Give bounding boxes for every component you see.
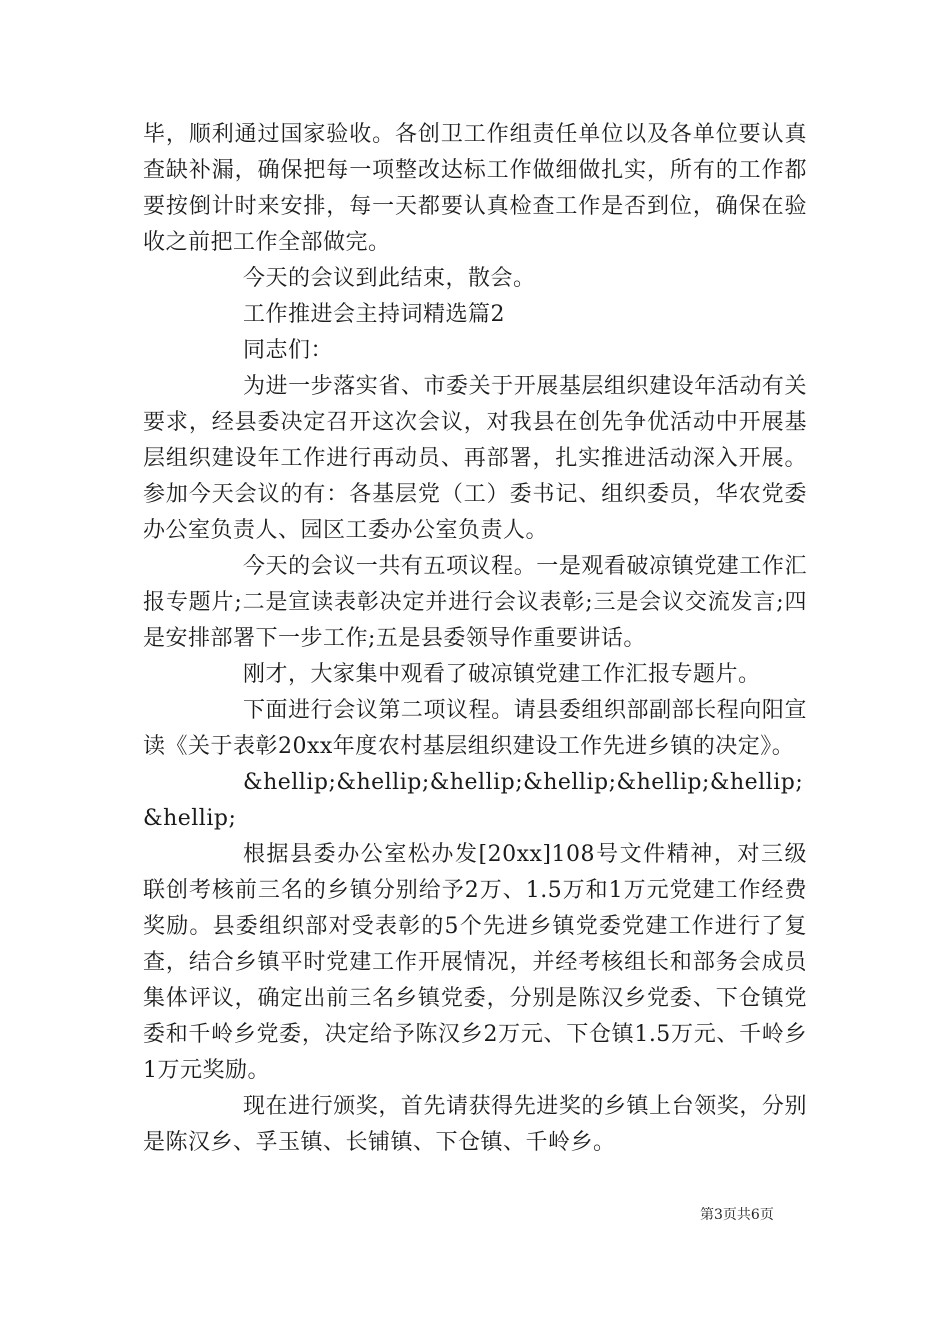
paragraph: 下面进行会议第二项议程。请县委组织部副部长程向阳宣读《关于表彰20xx年度农村基层组织建设工作先进乡镇的决定》。 — [143, 698, 807, 759]
document-body — [143, 117, 807, 1161]
salutation: 同志们： — [243, 338, 334, 363]
page-number-footer: 第3页共6页 — [700, 1207, 774, 1223]
paragraph: 刚才，大家集中观看了破凉镇党建工作汇报专题片。 — [243, 662, 761, 687]
paragraph: 今天的会议到此结束，散会。 — [243, 266, 536, 291]
paragraph: 为进一步落实省、市委关于开展基层组织建设年活动有关要求，经县委决定召开这次会议，对我县在创先争优活动中开展基层组织建设年工作进行再动员、再部署，扎实推进活动深入开展。参加今天会议的有：各基层党（工）委书记、组织委员，华农党委办公室负责人、园区工委办公室负责人。 — [143, 374, 807, 543]
section-heading: 工作推进会主持词精选篇2 — [243, 302, 505, 327]
paragraph: &hellip;&hellip;&hellip;&hellip;&hellip;&hellip;&hellip; — [143, 770, 804, 831]
paragraph: 毕，顺利通过国家验收。各创卫工作组责任单位以及各单位要认真查缺补漏，确保把每一项整改达标工作做细做扎实，所有的工作都要按倒计时来安排，每一天都要认真检查工作是否到位，确保在验收之前把工作全部做完。 — [143, 122, 807, 255]
paragraph: 今天的会议一共有五项议程。一是观看破凉镇党建工作汇报专题片;二是宣读表彰决定并进行会议表彰;三是会议交流发言;四是安排部署下一步工作;五是县委领导作重要讲话。 — [143, 554, 807, 651]
paragraph: 现在进行颁奖，首先请获得先进奖的乡镇上台领奖，分别是陈汉乡、孚玉镇、长铺镇、下仓镇、千岭乡。 — [143, 1094, 807, 1155]
paragraph: 根据县委办公室松办发[20xx]108号文件精神，对三级联创考核前三名的乡镇分别给予2万、1.5万和1万元党建工作经费奖励。县委组织部对受表彰的5个先进乡镇党委党建工作进行了复查，结合乡镇平时党建工作开展情况，并经考核组长和部务会成员集体评议，确定出前三名乡镇党委，分别是陈汉乡党委、下仓镇党委和千岭乡党委，决定给予陈汉乡2万元、下仓镇1.5万元、千岭乡1万元奖励。 — [143, 842, 807, 1083]
